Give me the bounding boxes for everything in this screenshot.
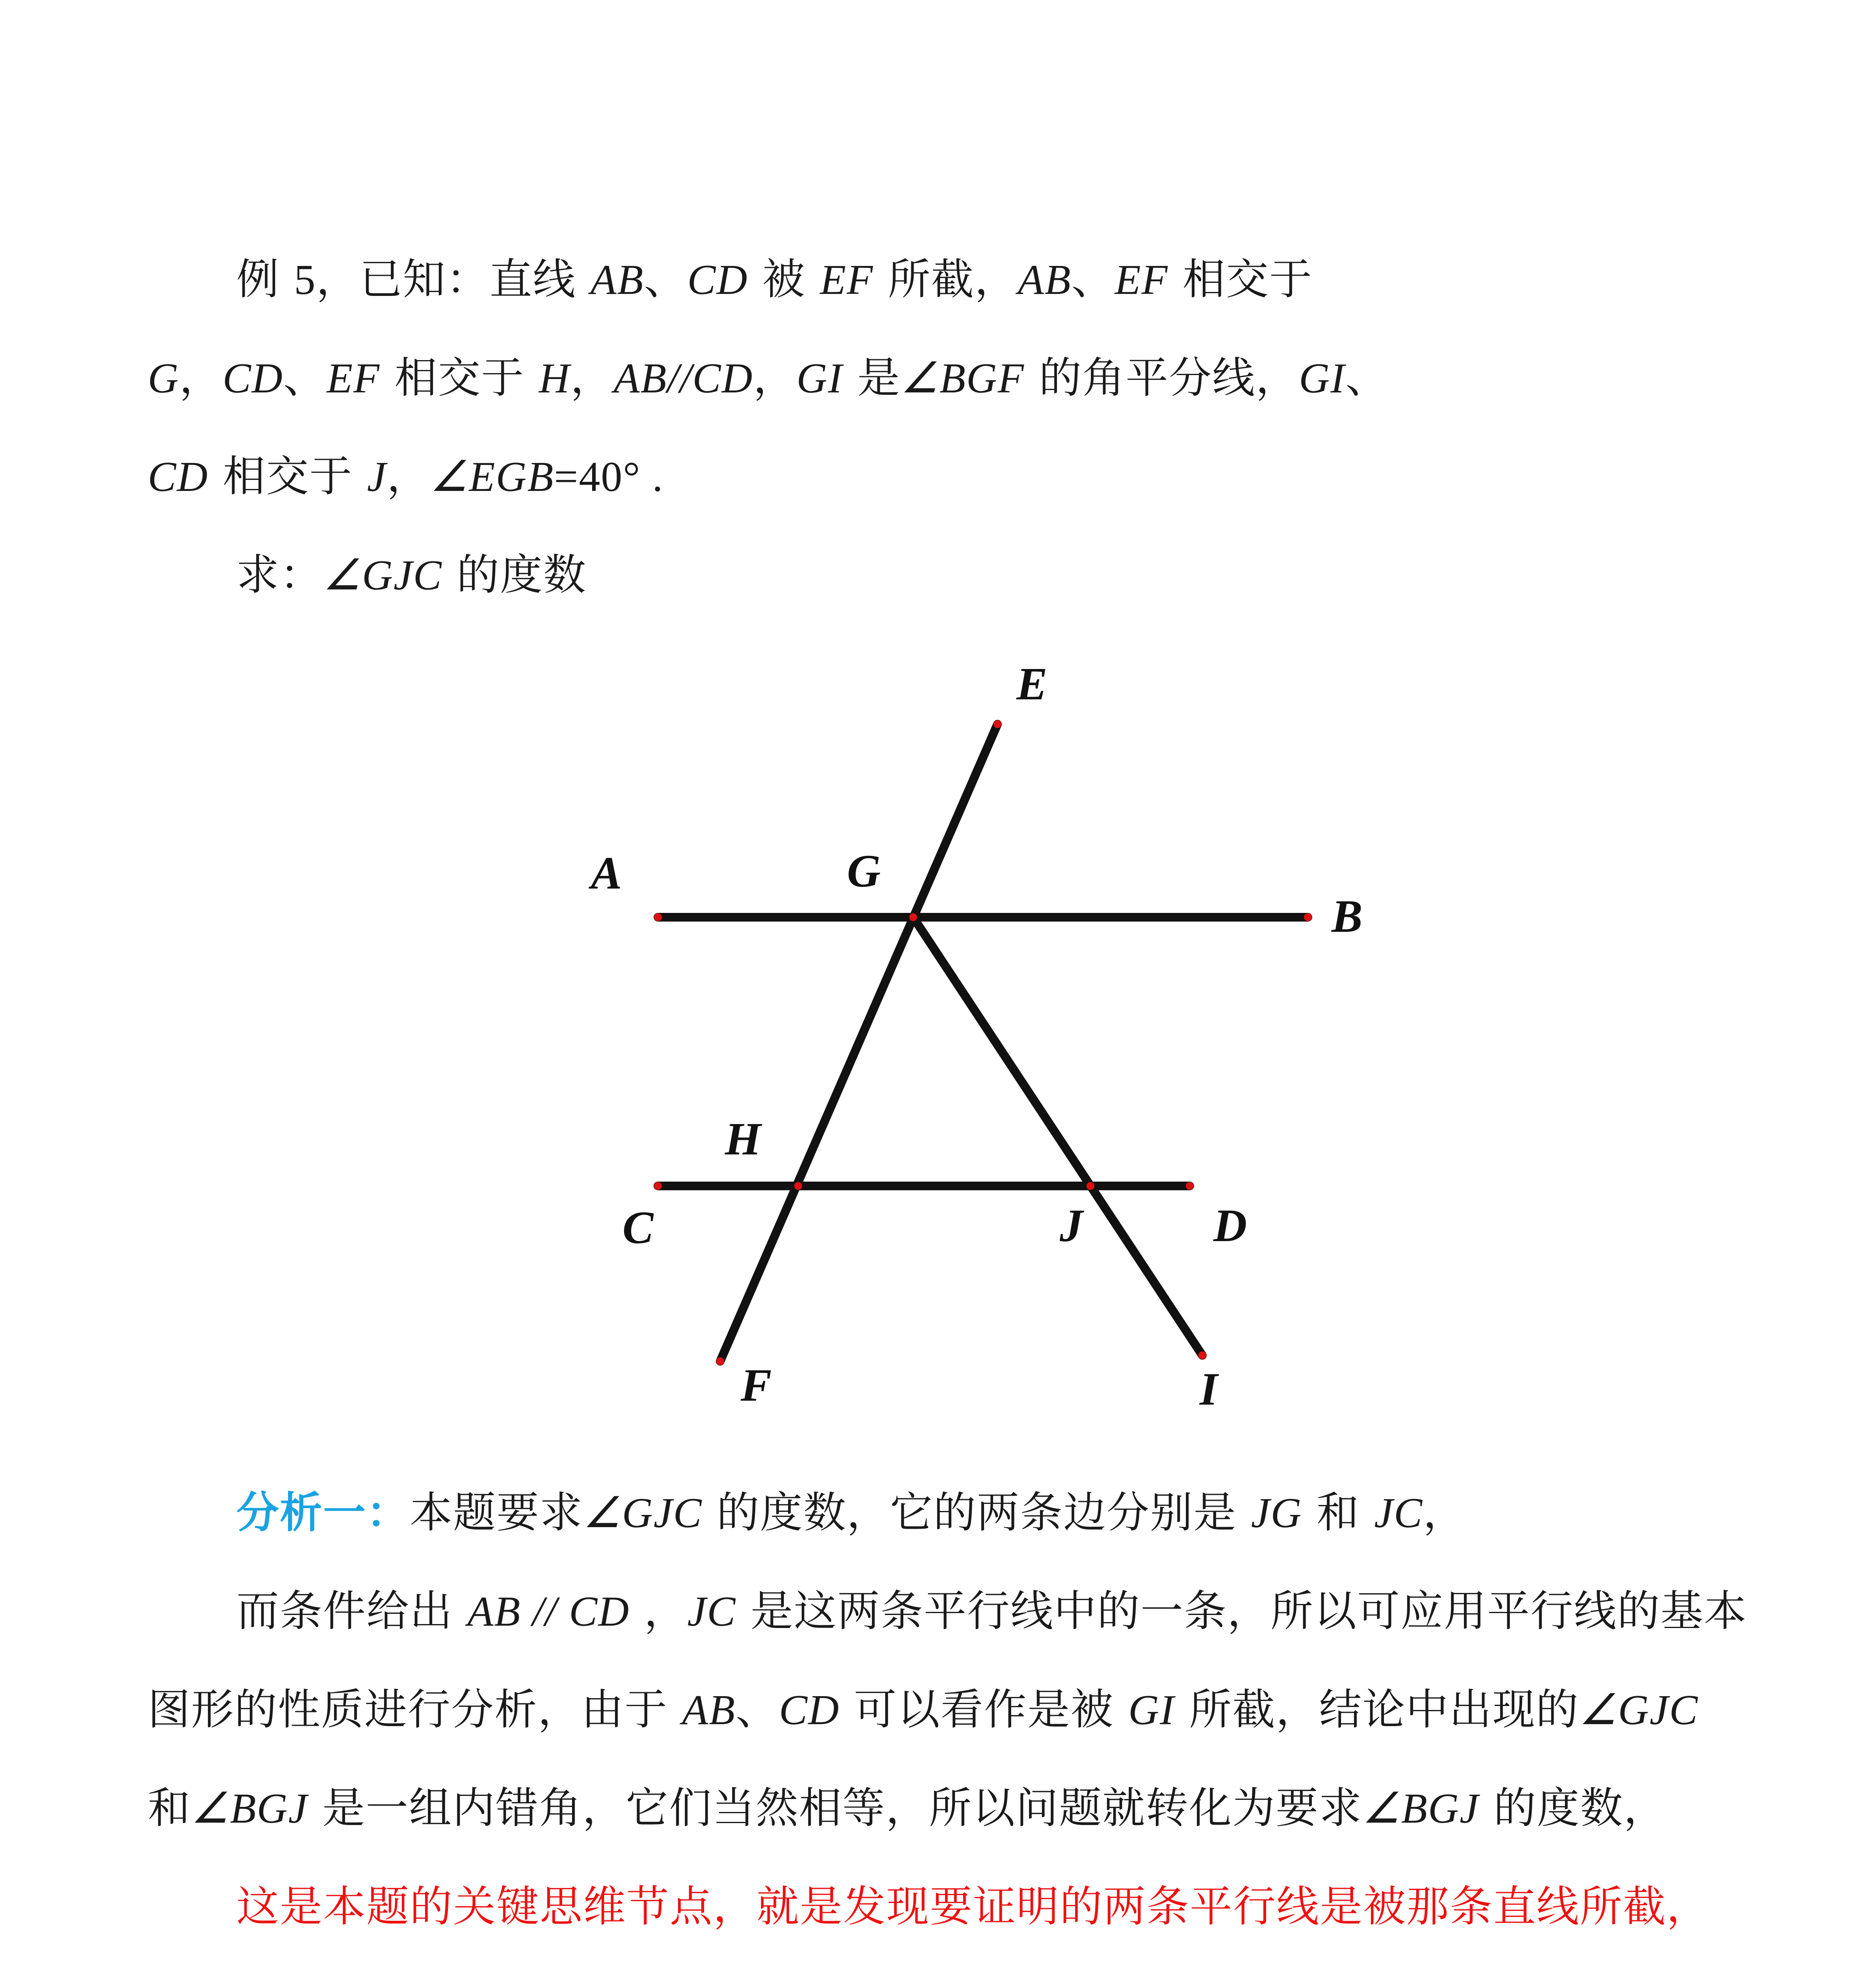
text-segment: GI	[1128, 1687, 1175, 1734]
text-segment: EF	[820, 256, 874, 303]
point-h	[794, 1182, 802, 1190]
text-segment: 的度数，	[1479, 1784, 1667, 1833]
text-segment: GI	[796, 355, 843, 402]
text-segment: ，已知：直线	[316, 255, 591, 304]
text-segment: 是这两条平行线中的一条，所以可应用平行线的基本	[736, 1587, 1747, 1636]
text-segment: CD	[687, 256, 748, 303]
text-segment: ，	[630, 1587, 687, 1636]
text-segment: 而条件给出	[236, 1587, 468, 1636]
label-e: E	[1016, 658, 1048, 710]
text-segment: ，	[753, 353, 797, 403]
text-segment: 分析一：	[236, 1488, 410, 1537]
text-segment: ∠BGJ	[1362, 1785, 1479, 1832]
text-segment: EF	[327, 355, 381, 402]
text-segment: 可以看作是被	[840, 1685, 1129, 1734]
text-segment: 、	[1071, 255, 1115, 304]
text-segment: 图形的性质进行分析，由于	[148, 1685, 682, 1734]
text-segment: =40° .	[554, 453, 664, 500]
text-segment: AB//CD	[613, 355, 753, 402]
text-segment: CD	[779, 1687, 840, 1734]
text-segment: AB	[1018, 256, 1072, 303]
label-f: F	[741, 1359, 772, 1411]
label-d: D	[1213, 1200, 1247, 1251]
text-segment: 5	[294, 256, 316, 303]
point-e	[994, 720, 1001, 728]
text-segment: 所截，结论中出现的	[1174, 1685, 1579, 1734]
text-segment: AB	[590, 256, 644, 303]
text-segment: 、	[283, 353, 327, 403]
text-segment: 、	[644, 255, 687, 304]
text-segment: 和	[148, 1784, 191, 1833]
text-segment: ∠GJC	[1579, 1687, 1699, 1734]
label-i: I	[1200, 1363, 1218, 1415]
text-segment: ∠GJC	[583, 1490, 702, 1537]
point-j	[1087, 1182, 1094, 1190]
text-segment: 被	[748, 255, 820, 304]
text-segment: AB	[682, 1687, 736, 1734]
label-c: C	[622, 1202, 654, 1253]
label-a: A	[591, 847, 622, 899]
text-segment: 、	[736, 1685, 779, 1734]
text-segment: ∠BGJ	[191, 1785, 308, 1832]
text-segment: H	[539, 355, 570, 402]
text-segment: 本题要求	[410, 1488, 583, 1537]
text-segment: J	[367, 453, 387, 500]
text-segment: 相交于	[1168, 255, 1313, 304]
point-g	[909, 913, 917, 921]
text-segment: 、	[1345, 353, 1389, 403]
text-segment: CD	[148, 453, 209, 500]
text-segment: 所截，	[873, 255, 1018, 304]
line-ef	[720, 724, 997, 1361]
text-segment: 是一组内错角，它们当然相等，所以问题就转化为要求	[308, 1784, 1363, 1833]
label-b: B	[1332, 890, 1363, 942]
point-d	[1186, 1182, 1194, 1190]
point-b	[1304, 913, 1312, 921]
label-g: G	[847, 845, 881, 897]
text-segment: 和	[1302, 1488, 1374, 1537]
text-segment: ∠GJC	[323, 552, 442, 599]
text-segment: ，	[570, 353, 614, 403]
text-segment: 的度数	[442, 550, 587, 600]
text-segment: 这是本题的关键思维节点，就是发现要证明的两条平行线是被那条直线所截，	[236, 1882, 1710, 1931]
text-segment: G	[148, 355, 179, 402]
text-segment: ∠BGF	[901, 355, 1025, 402]
point-c	[654, 1182, 662, 1190]
text-segment: JC	[687, 1588, 736, 1635]
point-f	[716, 1357, 724, 1365]
text-segment: 是	[843, 353, 901, 403]
text-segment: ，	[1423, 1488, 1467, 1537]
label-h: H	[725, 1113, 761, 1165]
text-segment: GI	[1299, 355, 1346, 402]
text-segment: ，	[386, 452, 430, 501]
text-segment: 求：	[236, 550, 323, 600]
text-segment: JC	[1374, 1490, 1423, 1537]
text-segment: ∠EGB	[430, 453, 554, 500]
text-segment: 例	[236, 255, 294, 304]
text-segment: AB // CD	[467, 1588, 630, 1635]
ray-gi	[913, 917, 1202, 1355]
point-a	[654, 913, 662, 921]
text-segment: 相交于	[380, 353, 539, 403]
text-segment: CD	[223, 355, 284, 402]
text-segment: JG	[1251, 1490, 1302, 1537]
text-segment: 的度数，它的两条边分别是	[702, 1488, 1251, 1537]
text-segment: 相交于	[208, 452, 367, 501]
text-segment: 的角平分线，	[1024, 353, 1299, 403]
point-i	[1198, 1351, 1206, 1359]
label-j: J	[1060, 1200, 1083, 1251]
text-segment: ，	[179, 353, 223, 403]
text-segment: EF	[1114, 256, 1168, 303]
